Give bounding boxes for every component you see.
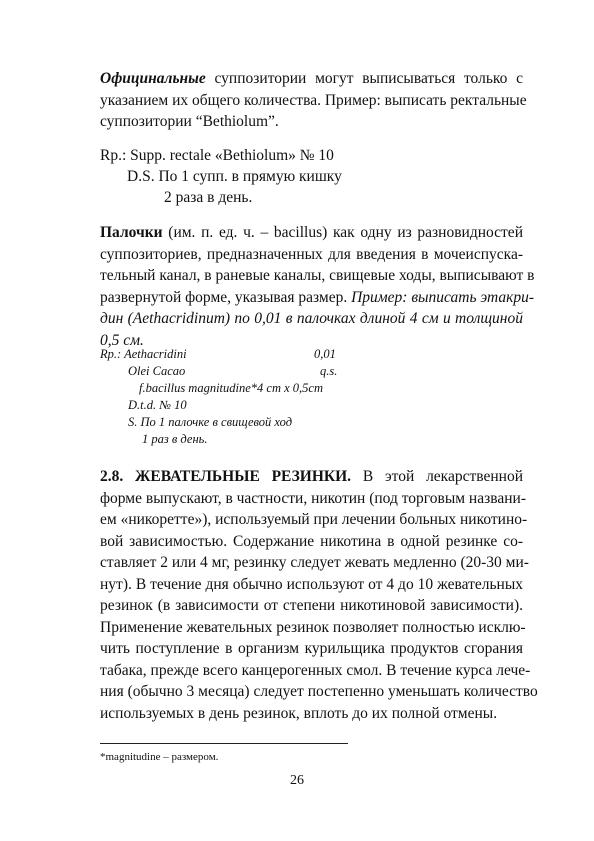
paragraph-line: тельный канал, в раневые каналы, свищевые ходы, выписывают в <box>100 267 535 284</box>
page-number: 26 <box>290 773 304 788</box>
term-sticks: Палочки <box>100 224 163 241</box>
paragraph-line: указанием их общего количества. Пример: выписать ректальные <box>100 91 527 109</box>
paragraph-line: форме выпускают, в частности, никотин (под торговым названи- <box>100 489 526 507</box>
prescription-line: 2 раза в день. <box>164 189 253 206</box>
paragraph-line: дин (Aethacridinum) по 0,01 в палочках длиной 4 см и толщиной <box>100 310 523 327</box>
paragraph-line: ния (обычно 3 месяца) следует постепенно уменьшать количество <box>100 683 538 700</box>
paragraph-line: развернутой форме, указывая размер. Пример: выписать этакри- <box>100 288 535 306</box>
paragraph-line: Применение жевательных резинок позволяет полностью исклю- <box>100 618 526 636</box>
paragraph-line: ставляет 2 или 4 мг, резинку следует жевать медленно (20-30 ми- <box>100 554 529 571</box>
paragraph-line: суппозиториев, предназначенных для введения в мочеиспуска- <box>100 245 523 263</box>
prescription-dose: 0,01 <box>314 347 336 361</box>
paragraph-line: вой зависимостью. Содержание никотина в одной резинке со- <box>100 532 523 550</box>
prescription-line: Olei Cacao <box>128 364 186 378</box>
paragraph-line: нут). В течение дня обычно используют от 4 до 10 жевательных <box>100 575 523 593</box>
paragraph-line: 2.8. ЖЕВАТЕЛЬНЫЕ РЕЗИНКИ. В этой лекарственной <box>100 468 524 485</box>
paragraph-sticks <box>100 222 535 351</box>
paragraph-line: 0,5 см. <box>100 331 144 349</box>
paragraph-line: чить поступление в организм курильщика продуктов сгорания <box>100 640 523 657</box>
footnote-divider <box>100 743 348 744</box>
prescription-line: f.bacillus magnitudine*4 cm x 0,5cm <box>139 381 323 395</box>
paragraph-line: суппозитории “Bethiolum”. <box>100 113 279 130</box>
paragraph-chewing-gum <box>100 466 538 724</box>
prescription-line: Rp.: Supp. rectale «Bethiolum» № 10 <box>100 147 334 164</box>
prescription-line: S. По 1 палочке в свищевой ход <box>128 415 293 429</box>
prescription-line: D.t.d. № 10 <box>128 398 187 412</box>
prescription-line: 1 раз в день. <box>142 432 208 446</box>
paragraph-line: используемых в день резинок, вплоть до их полной отмены. <box>100 704 498 722</box>
footnote: *magnitudine – размером. <box>100 751 219 763</box>
term-officinal: Официнальные <box>100 70 206 87</box>
paragraph-officinal <box>100 68 527 133</box>
paragraph-line: ем «никоретте»), используемый при лечении больных никотино- <box>100 511 528 528</box>
prescription-dose: q.s. <box>320 364 338 378</box>
paragraph-line: Официнальные суппозитории могут выписываться только с <box>100 70 523 87</box>
section-heading: 2.8. ЖЕВАТЕЛЬНЫЕ РЕЗИНКИ. <box>100 468 352 485</box>
prescription-line: D.S. По 1 супп. в прямую кишку <box>127 168 342 185</box>
paragraph-line: табака, прежде всего канцерогенных смол. В течение курса лече- <box>100 661 531 679</box>
prescription-line: Rp.: Aethacridini <box>100 347 187 361</box>
paragraph-line: резинок (в зависимости от степени никотиновой зависимости). <box>100 597 523 614</box>
paragraph-line: Палочки (им. п. ед. ч. – bacillus) как одну из разновидностей <box>100 224 523 241</box>
